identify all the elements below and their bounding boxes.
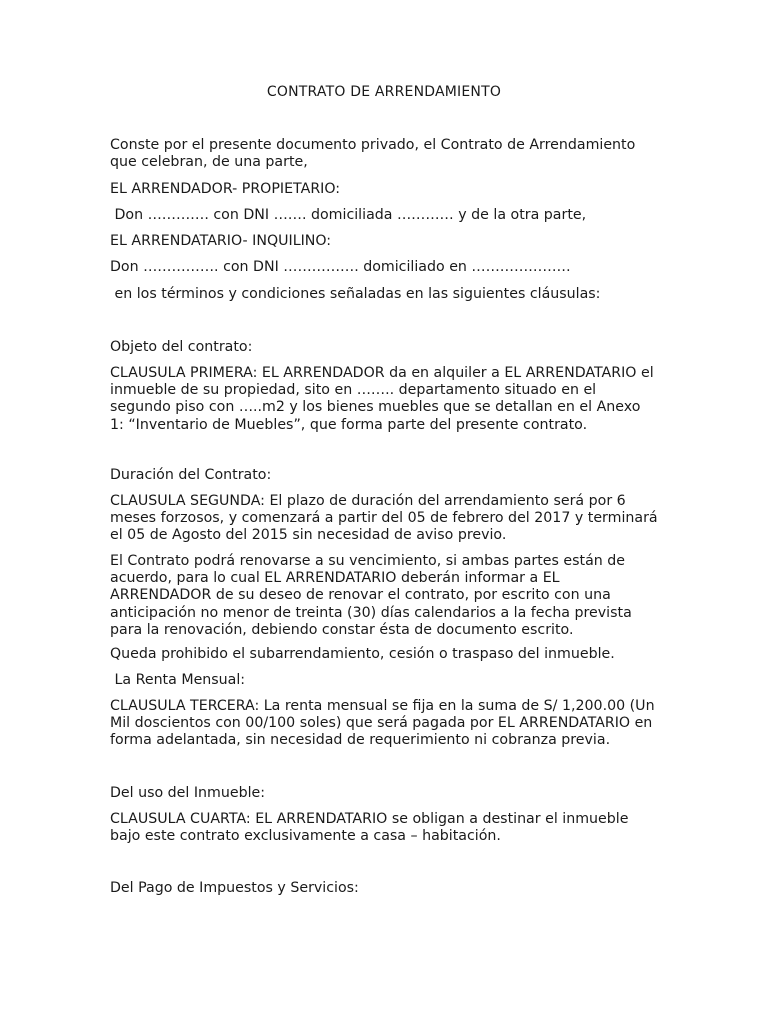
paragraph-arrendador-heading: EL ARRENDADOR- PROPIETARIO: (110, 181, 341, 197)
paragraph-subarrendamiento: Queda prohibido el subarrendamiento, cesión o traspaso del inmueble. (110, 646, 615, 662)
heading-duracion: Duración del Contrato: (110, 467, 272, 483)
heading-uso: Del uso del Inmueble: (110, 785, 266, 801)
clause-primera: CLAUSULA PRIMERA: EL ARRENDADOR da en alquiler a EL ARRENDATARIO el inmueble de su propiedad, sito en …….. departamento situado en el segundo piso con …..m2 y los bienes muebles que se detallan en el Anexo 1: “Inventario de Muebles”, que forma parte del presente contrato. (110, 365, 654, 433)
paragraph-terms-intro: en los términos y condiciones señaladas en las siguientes cláusulas: (110, 286, 601, 302)
paragraph-intro: Conste por el presente documento privado, el Contrato de Arrendamiento que celebran, de una parte, (110, 137, 636, 171)
clause-cuarta: CLAUSULA CUARTA: EL ARRENDATARIO se obligan a destinar el inmueble bajo este contrato exclusivamente a casa – habitación. (110, 811, 629, 845)
clause-segunda: CLAUSULA SEGUNDA: El plazo de duración del arrendamiento será por 6 meses forzosos, y comenzará a partir del 05 de febrero del 2017 y terminará el 05 de Agosto del 2015 sin necesidad de aviso previo. (110, 493, 658, 544)
paragraph-arrendatario-heading: EL ARRENDATARIO- INQUILINO: (110, 233, 332, 249)
heading-objeto: Objeto del contrato: (110, 339, 253, 355)
heading-renta: La Renta Mensual: (110, 672, 246, 688)
clause-tercera: CLAUSULA TERCERA: La renta mensual se fija en la suma de S/ 1,200.00 (Un Mil doscientos con 00/100 soles) que será pagada por EL ARRENDATARIO en forma adelantada, sin necesidad de requerimiento ni cobranza previa. (110, 698, 655, 749)
paragraph-arrendador-details: Don …………. con DNI ……. domiciliada ………… y de la otra parte, (110, 207, 587, 223)
heading-impuestos: Del Pago de Impuestos y Servicios: (110, 880, 359, 896)
document-title: CONTRATO DE ARRENDAMIENTO (266, 84, 502, 100)
paragraph-arrendatario-details: Don ……………. con DNI ……………. domiciliado en ………………… (110, 259, 571, 275)
paragraph-renovacion: El Contrato podrá renovarse a su vencimiento, si ambas partes están de acuerdo, para lo cual EL ARRENDATARIO deberán informar a EL ARRENDADOR de su deseo de renovar el contrato, por escrito con una anticipación no menor de treinta (30) días calendarios a la fecha prevista para la renovación, debiendo constar ésta de documento escrito. (110, 553, 632, 638)
